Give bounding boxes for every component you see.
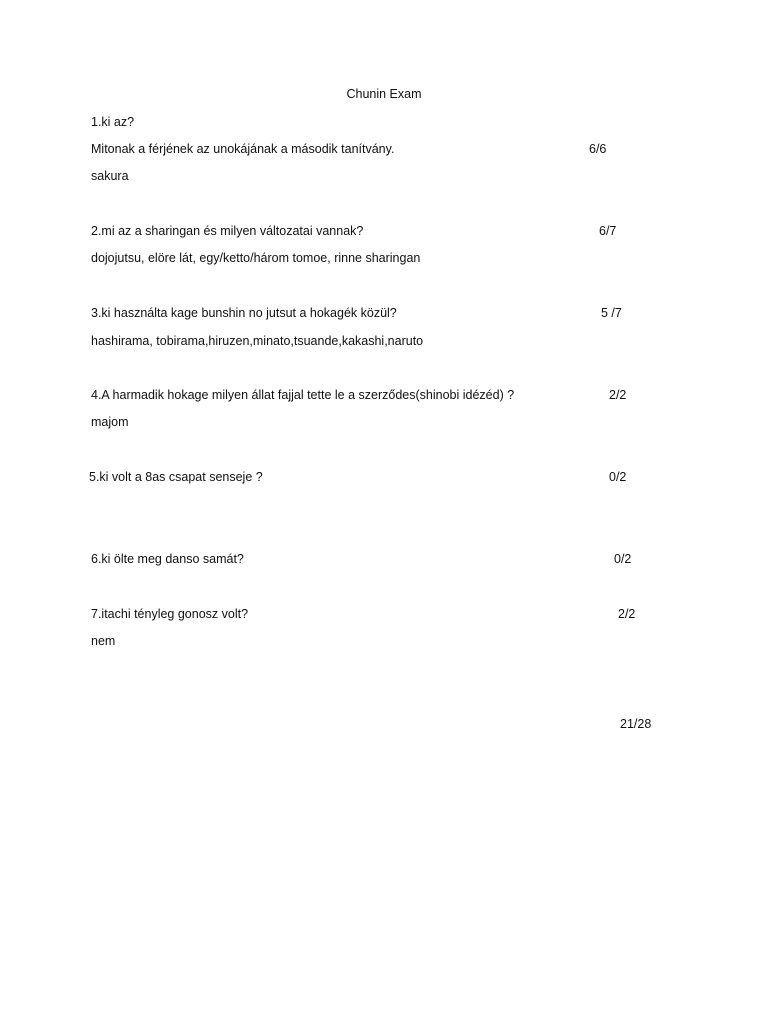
question-7: 7.itachi tényleg gonosz volt?	[91, 607, 249, 621]
answer-3-line-1: hashirama, tobirama,hiruzen,minato,tsuande,kakashi,naruto	[91, 334, 424, 348]
score-6: 0/2	[614, 552, 632, 566]
document-title: Chunin Exam	[346, 87, 422, 101]
question-4: 4.A harmadik hokage milyen állat fajjal tette le a szerződes(shinobi idézéd) ?	[91, 388, 515, 402]
question-3: 3.ki használta kage bunshin no jutsut a hokagék közül?	[91, 306, 397, 320]
question-5: 5.ki volt a 8as csapat senseje ?	[89, 470, 263, 484]
answer-1-line-2: sakura	[91, 169, 129, 183]
score-2: 6/7	[599, 224, 617, 238]
score-4: 2/2	[609, 388, 627, 402]
score-7: 2/2	[618, 607, 636, 621]
answer-1-line-1: Mitonak a férjének az unokájának a második tanítvány.	[91, 142, 395, 156]
answer-2-line-1: dojojutsu, elöre lát, egy/ketto/három tomoe, rinne sharingan	[91, 251, 421, 265]
score-3: 5 /7	[601, 306, 622, 320]
answer-4-line-1: majom	[91, 415, 129, 429]
question-6: 6.ki ölte meg danso samát?	[91, 552, 244, 566]
question-2: 2.mi az a sharingan és milyen változatai vannak?	[91, 224, 364, 238]
answer-7-line-1: nem	[91, 634, 116, 648]
question-1: 1.ki az?	[91, 115, 135, 129]
score-5: 0/2	[609, 470, 627, 484]
score-1: 6/6	[589, 142, 607, 156]
total-score: 21/28	[620, 717, 652, 731]
